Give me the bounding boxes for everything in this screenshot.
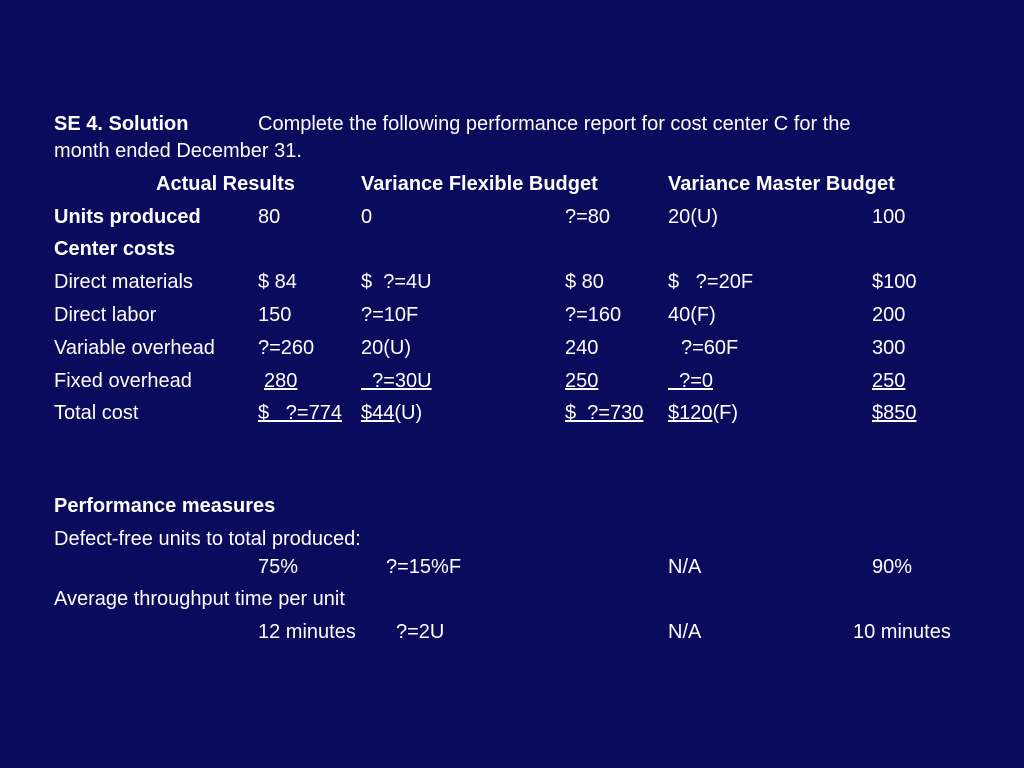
direct-labor-master: 200 <box>872 304 906 326</box>
row-label-variable-overhead: Variable overhead <box>54 337 215 359</box>
direct-labor-var-flex: ?=10F <box>361 304 419 326</box>
units-var-master: 20(U) <box>668 206 719 228</box>
performance-heading: Performance measures <box>54 495 276 517</box>
units-master: 100 <box>872 206 906 228</box>
total-cost-flex: $ ?=730 <box>565 402 644 424</box>
units-flex: ?=80 <box>565 206 611 228</box>
direct-labor-flex: ?=160 <box>565 304 622 326</box>
row-label-total-cost: Total cost <box>54 402 139 424</box>
total-cost-var-master-amount: $120 <box>668 402 713 424</box>
row-label-fixed-overhead: Fixed overhead <box>54 370 192 392</box>
header-actual-results: Actual Results <box>156 173 295 195</box>
total-cost-var-flex <box>361 401 422 425</box>
instruction-line-1: Complete the following performance report for cost center C for the <box>258 113 851 135</box>
row-label-direct-labor: Direct labor <box>54 304 157 326</box>
defect-free-var-master: N/A <box>668 556 702 578</box>
fixed-overhead-actual: 280 <box>264 370 298 392</box>
defect-free-master: 90% <box>872 556 913 578</box>
direct-materials-actual: $ 84 <box>258 271 297 293</box>
defect-free-actual: 75% <box>258 556 299 578</box>
throughput-var-flex: ?=2U <box>396 621 445 643</box>
direct-materials-var-master: $ ?=20F <box>668 271 754 293</box>
variable-overhead-var-master: ?=60F <box>681 337 739 359</box>
direct-materials-var-flex: $ ?=4U <box>361 271 432 293</box>
row-label-direct-materials: Direct materials <box>54 271 193 293</box>
total-cost-var-flex-amount: $44 <box>361 402 395 424</box>
total-cost-var-flex-suffix: (U) <box>394 402 423 424</box>
direct-labor-var-master: 40(F) <box>668 304 716 326</box>
row-label-units-produced: Units produced <box>54 206 201 228</box>
header-variance-flexible-budget: Variance Flexible Budget <box>361 173 598 195</box>
total-cost-actual: $ ?=774 <box>258 402 342 424</box>
total-cost-var-master <box>668 401 738 425</box>
defect-free-var-flex: ?=15%F <box>386 556 462 578</box>
fixed-overhead-var-flex: ?=30U <box>361 370 432 392</box>
throughput-var-master: N/A <box>668 621 702 643</box>
variable-overhead-master: 300 <box>872 337 906 359</box>
direct-materials-flex: $ 80 <box>565 271 604 293</box>
solution-title: SE 4. Solution <box>54 113 189 135</box>
fixed-overhead-var-master: ?=0 <box>668 370 714 392</box>
instruction-line-2: month ended December 31. <box>54 140 302 162</box>
header-variance-master-budget: Variance Master Budget <box>668 173 895 195</box>
throughput-actual: 12 minutes <box>258 621 356 643</box>
total-cost-master: $850 <box>872 402 917 424</box>
units-var-flex: 0 <box>361 206 373 228</box>
direct-materials-master: $100 <box>872 271 917 293</box>
variable-overhead-var-flex: 20(U) <box>361 337 412 359</box>
section-center-costs: Center costs <box>54 238 176 260</box>
units-actual: 80 <box>258 206 281 228</box>
variable-overhead-actual: ?=260 <box>258 337 315 359</box>
total-cost-var-master-suffix: (F) <box>712 402 739 424</box>
direct-labor-actual: 150 <box>258 304 292 326</box>
throughput-master: 10 minutes <box>853 621 951 643</box>
variable-overhead-flex: 240 <box>565 337 599 359</box>
fixed-overhead-flex: 250 <box>565 370 599 392</box>
defect-free-label: Defect-free units to total produced: <box>54 528 361 550</box>
throughput-label: Average throughput time per unit <box>54 588 345 610</box>
fixed-overhead-master: 250 <box>872 370 906 392</box>
